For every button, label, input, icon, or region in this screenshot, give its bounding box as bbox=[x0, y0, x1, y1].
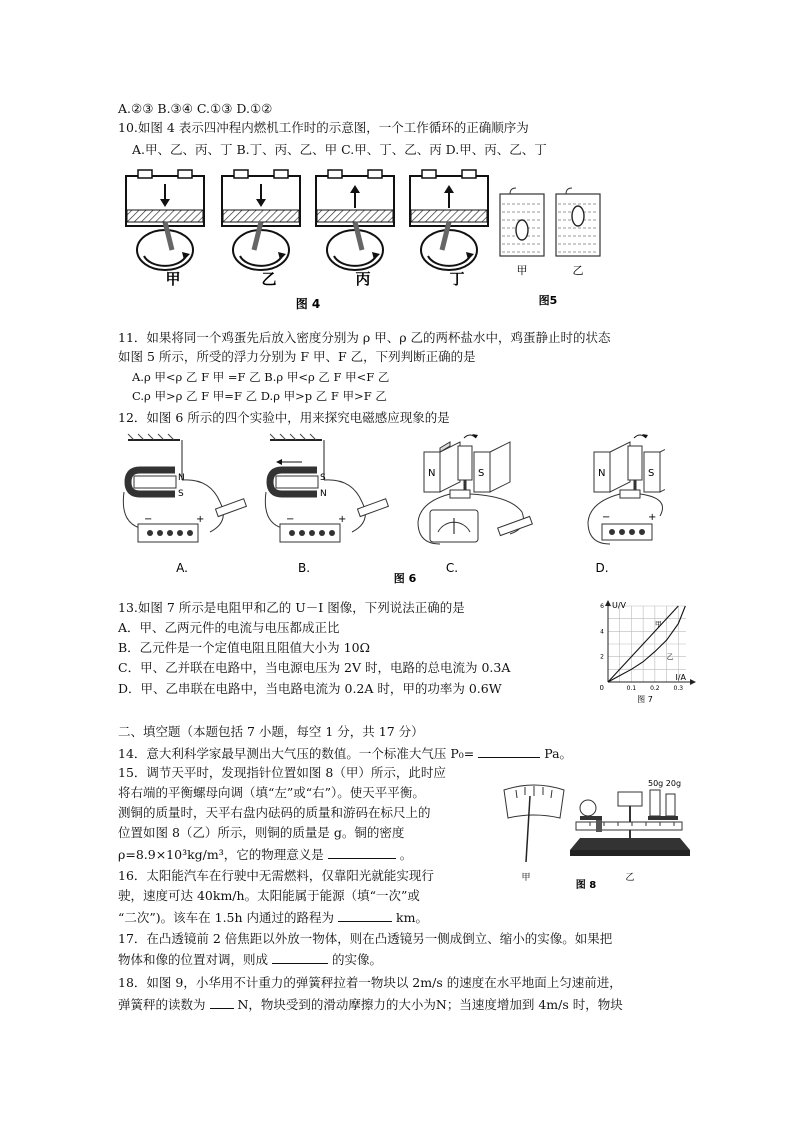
figure-7-chart bbox=[590, 600, 700, 708]
x-tick-label: 0.2 bbox=[650, 685, 660, 692]
q14-text: 14．意大利科学家最早测出大气压的数值。一个标准大气压 P₀= bbox=[118, 746, 475, 761]
q10-options: A.甲、乙、丙、丁 B.丁、丙、乙、甲 C.甲、丁、乙、丙 D.甲、丙、乙、丁 bbox=[132, 142, 547, 157]
q11-stem-1: 11．如果将同一个鸡蛋先后放入密度分别为 ρ 甲、ρ 乙的两杯盐水中，鸡蛋静止时的状态 bbox=[118, 330, 611, 345]
svg-text:+: + bbox=[196, 514, 205, 525]
q17-blank[interactable] bbox=[272, 951, 328, 964]
q16-line-3 bbox=[118, 909, 428, 926]
section-2-title: 二、填空题（本题包括 7 小题，每空 1 分，共 17 分） bbox=[118, 724, 424, 739]
q15-line-4: 位置如图 8（乙）所示，则铜的质量是 g。铜的密度 bbox=[118, 825, 405, 840]
series-label-yi: 乙 bbox=[666, 653, 674, 662]
q13-option-a: A．甲、乙两元件的电流与电压都成正比 bbox=[118, 620, 340, 635]
x-tick-label: 0.1 bbox=[626, 685, 637, 692]
chart-xlabel: I/A bbox=[675, 673, 686, 682]
figure-6 bbox=[120, 432, 665, 587]
svg-text:N: N bbox=[598, 468, 606, 479]
engine-yi bbox=[222, 170, 300, 270]
fig8-caption: 图 8 bbox=[575, 880, 597, 890]
q14-unit: Pa。 bbox=[544, 746, 573, 761]
svg-text:S: S bbox=[648, 468, 655, 479]
q17-line-1: 17．在凸透镜前 2 倍焦距以外放一物体，则在凸透镜另一侧成倒立、缩小的实像。如果把 bbox=[118, 931, 613, 946]
chart-origin: 0 bbox=[599, 684, 604, 692]
series-label-jia: 甲 bbox=[654, 620, 662, 629]
svg-text:−: − bbox=[286, 514, 295, 525]
q18-blank[interactable] bbox=[210, 996, 234, 1009]
svg-text:S: S bbox=[320, 473, 326, 483]
q15-line-5-text: ρ=8.9×10³kg/m³，它的物理意义是 bbox=[118, 847, 324, 862]
engine-ding bbox=[410, 170, 488, 270]
q16-line-1: 16．太阳能汽车在行驶中无需燃料，仅靠阳光就能实现行 bbox=[118, 868, 434, 883]
q13-option-d: D．甲、乙串联在电路中，当电路电流为 0.2A 时，甲的功率为 0.6W bbox=[118, 681, 502, 696]
q15-line-5-end: 。 bbox=[399, 847, 413, 862]
q16-blank[interactable] bbox=[338, 909, 392, 922]
fig5-caption: 图5 bbox=[538, 294, 558, 307]
engine-jia bbox=[126, 170, 204, 270]
engine-bing bbox=[316, 170, 394, 270]
chart-grid bbox=[608, 606, 686, 682]
q16-line-2: 驶，速度可达 40km/h。太阳能属于能源（填“一次”或 bbox=[118, 888, 420, 903]
q17-line-2 bbox=[118, 951, 382, 968]
q15-line-5 bbox=[118, 846, 412, 863]
experiment-d bbox=[588, 434, 665, 575]
y-tick-label: 6 bbox=[600, 603, 604, 610]
q18-line-2b: N，物块受到的滑动摩擦力的大小为N；当速度增加到 4m/s 时，物块 bbox=[237, 997, 623, 1012]
fig6-label-d: D. bbox=[595, 561, 609, 575]
q11-option-row-2: C.ρ 甲>ρ 乙 F 甲=F 乙 D.ρ 甲>p 乙 F 甲>F 乙 bbox=[132, 389, 387, 403]
fig8-weights: 50g 20g bbox=[648, 779, 682, 788]
fig6-label-c: C. bbox=[445, 561, 459, 575]
q10-stem: 10.如图 4 表示四冲程内燃机工作时的示意图，一个工作循环的正确顺序为 bbox=[118, 120, 529, 135]
fig4-label-bing: 丙 bbox=[355, 270, 371, 288]
svg-text:S: S bbox=[478, 468, 485, 479]
q15-line-1: 15．调节天平时，发现指针位置如图 8（甲）所示，此时应 bbox=[118, 765, 446, 780]
fig6-caption: 图 6 bbox=[393, 572, 417, 585]
fig5-label-yi: 乙 bbox=[572, 264, 584, 277]
fig4-label-jia: 甲 bbox=[165, 270, 181, 288]
figure-4 bbox=[118, 166, 503, 316]
q17-line-2-end: 的实像。 bbox=[331, 952, 382, 967]
beaker-yi bbox=[556, 188, 600, 256]
experiment-b bbox=[265, 434, 388, 575]
fig4-label-ding: 丁 bbox=[449, 270, 465, 288]
q14-blank[interactable] bbox=[478, 745, 540, 758]
chart-title: 图 7 bbox=[637, 695, 653, 704]
q15-line-2: 将右端的平衡螺母向调（填“左”或“右”）。使天平平衡。 bbox=[118, 785, 425, 800]
figure-8 bbox=[496, 778, 696, 890]
fig6-pole-s: S bbox=[178, 489, 184, 499]
svg-text:N: N bbox=[428, 468, 436, 479]
svg-text:+: + bbox=[338, 514, 347, 525]
fig5-label-jia: 甲 bbox=[516, 264, 528, 277]
fig4-caption: 图 4 bbox=[295, 297, 321, 311]
x-tick-label: 0.3 bbox=[673, 685, 684, 692]
q16-line-3-end: km。 bbox=[396, 910, 428, 925]
fig6-pole-n: N bbox=[178, 473, 185, 483]
q18-line-2 bbox=[118, 996, 623, 1013]
q12-stem: 12．如图 6 所示的四个实验中，用来探究电磁感应现象的是 bbox=[118, 410, 450, 425]
balance-pointer-jia bbox=[504, 785, 564, 883]
q13-stem: 13.如图 7 所示是电阻甲和乙的 U－I 图像，下列说法正确的是 bbox=[118, 600, 465, 615]
q18-line-2a: 弹簧秤的读数为 bbox=[118, 997, 206, 1012]
fig8-label-jia: 甲 bbox=[521, 873, 531, 883]
q14-line bbox=[118, 745, 572, 762]
q11-option-row-1: A.ρ 甲<ρ 乙 F 甲 =F 乙 B.ρ 甲<ρ 乙 F 甲<F 乙 bbox=[132, 370, 390, 384]
svg-text:N: N bbox=[320, 489, 327, 499]
fig6-label-a: A. bbox=[176, 561, 188, 575]
svg-text:−: − bbox=[144, 514, 153, 525]
q13-option-c: C．甲、乙并联在电路中，当电源电压为 2V 时，电路的总电流为 0.3A bbox=[118, 660, 511, 675]
q17-line-2-text: 物体和像的位置对调，则成 bbox=[118, 952, 269, 967]
q16-line-3-text: “二次”)。该车在 1.5h 内通过的路程为 bbox=[118, 910, 335, 925]
q15-blank[interactable] bbox=[328, 846, 396, 859]
q11-stem-2: 如图 5 所示，所受的浮力分别为 F 甲、F 乙，下列判断正确的是 bbox=[118, 349, 476, 364]
fig6-label-b: B. bbox=[297, 561, 311, 575]
q13-option-b: B．乙元件是一个定值电阻且阻值大小为 10Ω bbox=[118, 640, 370, 655]
fig4-label-yi: 乙 bbox=[261, 270, 277, 288]
balance-yi bbox=[570, 779, 690, 883]
y-tick-label: 2 bbox=[600, 653, 604, 661]
svg-text:+: + bbox=[648, 512, 657, 523]
fig8-label-yi: 乙 bbox=[625, 873, 635, 883]
svg-text:−: − bbox=[602, 512, 611, 523]
beaker-jia bbox=[500, 188, 544, 256]
q9-options: A.②③ B.③④ C.①③ D.①② bbox=[118, 101, 273, 116]
figure-5 bbox=[496, 186, 606, 314]
chart-ylabel: U/V bbox=[612, 601, 627, 610]
experiment-c bbox=[418, 434, 532, 575]
q15-line-3: 测铜的质量时，天平右盘内砝码的质量和游码在标尺上的 bbox=[118, 805, 431, 820]
y-tick-label: 4 bbox=[600, 628, 604, 636]
q18-line-1: 18．如图 9，小华用不计重力的弹簧秤拉着一物块以 2m/s 的速度在水平地面上匀速前进， bbox=[118, 975, 622, 990]
experiment-a bbox=[123, 434, 246, 575]
